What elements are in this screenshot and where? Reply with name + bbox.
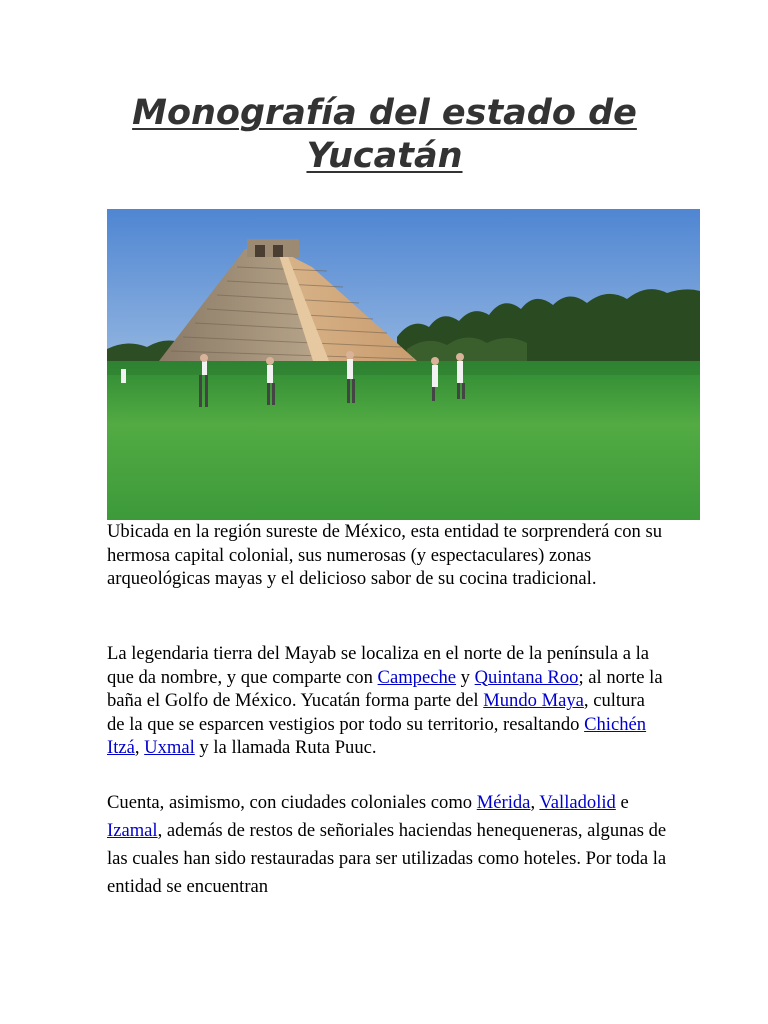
text-segment: , [530,792,540,813]
link-chichen-itza[interactable]: Chichén Itzá [107,713,647,759]
paragraph-location [107,642,667,760]
title-line-2: Yucatán [306,136,463,176]
text-segment: , además de restos de señoriales haciendas henequeneras, algunas de las cuales han sido restauradas para ser utilizadas como hoteles. Por toda la entidad se encuentran [107,820,667,897]
text-segment: y [456,666,475,688]
link-mundo-maya[interactable]: Mundo Maya [483,690,584,712]
link-merida[interactable]: Mérida [476,792,531,813]
paragraph-intro-text: Ubicada en la región sureste de México, esta entidad te sorprenderá con su hermosa capital colonial, sus numerosas (y espectaculares) zonas arqueológicas mayas y el delicioso sabor de su cocina tradicional. [107,521,663,590]
text-segment: y la llamada Ruta Puuc. [194,737,377,759]
chichen-itza-photo [107,209,700,520]
link-quintana-roo[interactable]: Quintana Roo [474,666,579,688]
link-valladolid[interactable]: Valladolid [539,792,616,813]
link-izamal[interactable]: Izamal [107,820,158,841]
link-campeche[interactable]: Campeche [377,666,457,688]
link-uxmal[interactable]: Uxmal [144,737,195,759]
document-title [107,92,662,178]
text-segment: ; al norte la baña el Golfo de México. Yucatán forma parte del [107,666,663,712]
title-line-1: Monografía del estado de [132,93,637,133]
paragraph-cities [107,789,667,901]
text-segment: e [615,792,629,813]
paragraph-intro [107,520,667,591]
text-segment: , cultura de la que se esparcen vestigios por todo su territorio, resaltando [107,690,645,735]
text-segment: Cuenta, asimismo, con ciudades coloniales como [107,792,477,813]
text-segment: , [134,737,145,759]
text-segment: La legendaria tierra del Mayab se localiza en el norte de la península a la que da nombre, y que comparte con [107,643,650,688]
